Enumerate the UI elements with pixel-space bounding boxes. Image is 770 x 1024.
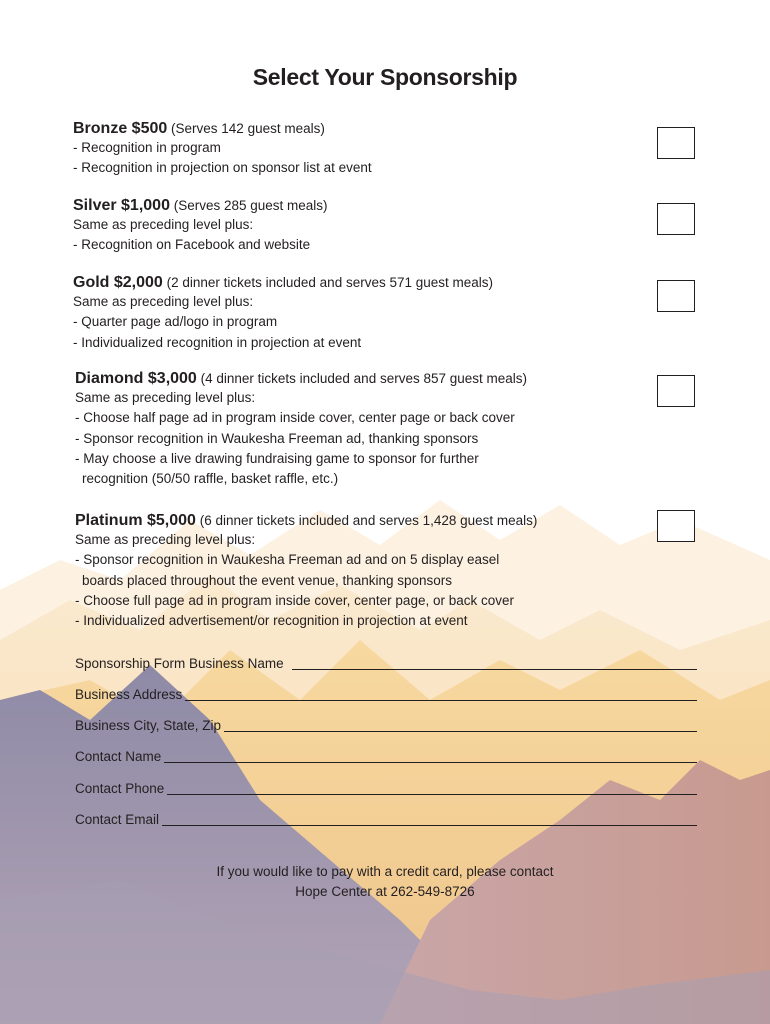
contact-phone-row: [75, 777, 697, 797]
payment-note-line: If you would like to pay with a credit card, please contact: [216, 864, 554, 879]
tier-line: Same as preceding level plus:: [75, 532, 256, 547]
tier-bronze: [73, 119, 633, 179]
tier-detail: (4 dinner tickets included and serves 857 guest meals): [200, 371, 528, 386]
tier-line: - Individualized advertisement/or recognition in projection at event: [75, 613, 468, 629]
tier-line: Same as preceding level plus:: [73, 217, 254, 232]
business-address-label: Business Address: [75, 687, 183, 702]
tier-line: - Sponsor recognition in Waukesha Freeman ad and on 5 display easel: [75, 552, 500, 568]
tier-line: - Sponsor recognition in Waukesha Freeman ad, thanking sponsors: [75, 430, 479, 446]
tier-line: - May choose a live drawing fundraising game to sponsor for further: [75, 450, 479, 466]
tier-detail: (2 dinner tickets included and serves 571 guest meals): [166, 275, 494, 290]
payment-note: [0, 862, 770, 902]
contact-name-field[interactable]: [164, 748, 697, 763]
tier-detail: (6 dinner tickets included and serves 1,428 guest meals): [199, 513, 538, 528]
tier-line: - Recognition in projection on sponsor list at event: [73, 160, 372, 176]
business-name-field[interactable]: [292, 655, 697, 670]
page-title: Select Your Sponsorship: [252, 64, 518, 90]
tier-gold: [73, 273, 633, 353]
tier-line: boards placed throughout the event venue, thanking sponsors: [82, 572, 453, 588]
contact-name-row: [75, 745, 697, 765]
tier-name: Diamond $3,000: [75, 370, 197, 387]
contact-phone-field[interactable]: [167, 780, 697, 795]
bronze-checkbox[interactable]: [657, 127, 695, 159]
tier-line: Same as preceding level plus:: [73, 294, 254, 309]
contact-name-label: Contact Name: [75, 749, 162, 764]
tier-name: Silver $1,000: [73, 197, 170, 214]
tier-line: - Recognition on Facebook and website: [73, 237, 311, 253]
tier-detail: (Serves 142 guest meals): [171, 121, 325, 136]
tier-silver: [73, 196, 633, 256]
business-address-row: [75, 683, 697, 703]
business-city-row: [75, 714, 697, 734]
tier-line: recognition (50/50 raffle, basket raffle, etc.): [82, 471, 339, 487]
business-name-row: [75, 652, 697, 672]
tier-line: - Quarter page ad/logo in program: [73, 314, 278, 330]
tier-line: - Choose full page ad in program inside cover, center page, or back cover: [75, 592, 514, 608]
tier-line: Same as preceding level plus:: [75, 390, 256, 405]
tier-line: - Choose half page ad in program inside cover, center page or back cover: [75, 410, 515, 426]
contact-email-row: [75, 808, 697, 828]
diamond-checkbox[interactable]: [657, 375, 695, 407]
gold-checkbox[interactable]: [657, 280, 695, 312]
business-city-label: Business City, State, Zip: [75, 718, 222, 733]
tier-line: - Recognition in program: [73, 140, 221, 155]
payment-note-line: Hope Center at 262-549-8726: [295, 884, 475, 899]
contact-email-label: Contact Email: [75, 812, 160, 827]
contact-phone-label: Contact Phone: [75, 781, 165, 796]
tier-name: Bronze $500: [73, 120, 168, 137]
business-city-field[interactable]: [224, 717, 697, 732]
tier-detail: (Serves 285 guest meals): [173, 198, 328, 213]
tier-line: - Individualized recognition in projection at event: [73, 334, 362, 350]
tier-name: Platinum $5,000: [75, 512, 196, 529]
contact-email-field[interactable]: [162, 811, 697, 826]
tier-name: Gold $2,000: [73, 274, 163, 291]
silver-checkbox[interactable]: [657, 203, 695, 235]
business-name-label: Sponsorship Form Business Name: [75, 656, 284, 671]
tier-diamond: [75, 369, 635, 489]
tier-platinum: [75, 511, 635, 631]
business-address-field[interactable]: [185, 686, 697, 701]
platinum-checkbox[interactable]: [657, 510, 695, 542]
